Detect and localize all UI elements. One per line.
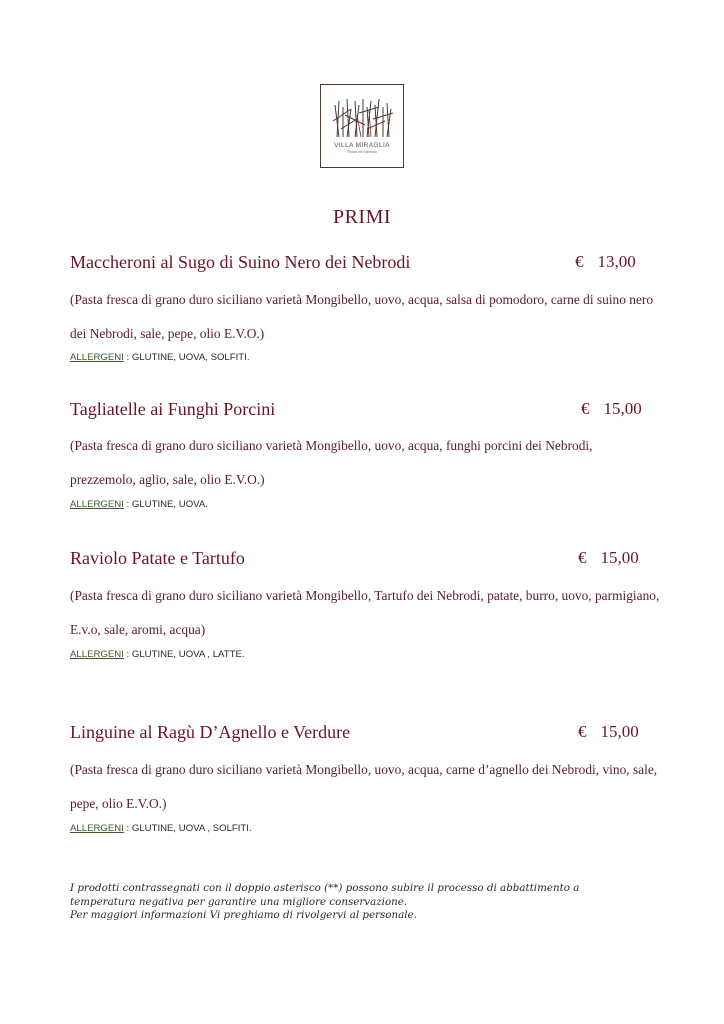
allergens-list: : GLUTINE, UOVA. [123, 499, 208, 510]
allergens-label: ALLERGENI [70, 352, 124, 363]
footnote-line: temperatura negativa per garantire una migliore conservazione. [70, 895, 408, 908]
dish-description: (Pasta fresca di grano duro siciliano varietà Mongibello, Tartufo dei Nebrodi, patate, burro, uovo, parmigiano, E.v.o, sale, aromi, acqua) [70, 588, 660, 637]
dish-price [578, 722, 639, 742]
allergens-label: ALLERGENI [70, 649, 124, 660]
dish-description: (Pasta fresca di grano duro siciliano varietà Mongibello, uovo, acqua, carne d’agnello dei Nebrodi, vino, sale, pepe, olio E.V.O.) [70, 762, 658, 811]
logo-subtitle: Relais nei Nebrodi [347, 150, 377, 154]
currency-symbol: € [581, 399, 590, 418]
dish-name: Maccheroni al Sugo di Suino Nero dei Nebrodi [70, 252, 411, 272]
dish-allergens [70, 649, 245, 660]
price-value: 15,00 [600, 548, 639, 567]
dish-allergens [70, 499, 208, 510]
footnote-line: I prodotti contrassegnati con il doppio asterisco (**) possono subire il processo di abbattimento a [70, 882, 580, 894]
dish-description: (Pasta fresca di grano duro siciliano varietà Mongibello, uovo, acqua, salsa di pomodoro, carne di suino nero dei Nebrodi, sale, pepe, olio E.V.O.) [70, 292, 654, 341]
price-value: 15,00 [603, 399, 642, 418]
allergens-list: : GLUTINE, UOVA , LATTE. [123, 649, 245, 660]
dish-price [578, 548, 639, 568]
currency-symbol: € [578, 722, 587, 741]
footnote [70, 882, 670, 923]
allergens-label: ALLERGENI [70, 499, 124, 510]
section-title: PRIMI [332, 206, 392, 228]
footnote-line: Per maggiori informazioni Vi preghiamo di rivolgervi al personale. [70, 909, 417, 921]
dish-name: Linguine al Ragù D’Agnello e Verdure [70, 722, 351, 742]
allergens-list: : GLUTINE, UOVA, SOLFITI. [123, 352, 250, 363]
villa-miraglia-logo [320, 84, 404, 168]
allergens-label: ALLERGENI [70, 823, 124, 834]
dish-allergens [70, 352, 250, 363]
currency-symbol: € [578, 548, 587, 567]
dish-name: Raviolo Patate e Tartufo [70, 548, 245, 568]
dish-description: (Pasta fresca di grano duro siciliano varietà Mongibello, uovo, acqua, funghi porcini dei Nebrodi, prezzemolo, aglio, sale, olio E.V.O.) [70, 438, 593, 487]
currency-symbol: € [575, 252, 584, 271]
price-value: 13,00 [597, 252, 636, 271]
dish-name: Tagliatelle ai Funghi Porcini [70, 399, 276, 419]
tree-trunks-icon [321, 85, 405, 169]
allergens-list: : GLUTINE, UOVA , SOLFITI. [123, 823, 252, 834]
dish-allergens [70, 823, 252, 834]
dish-price [575, 252, 636, 272]
logo-name: VILLA MIRAGLIA [334, 142, 390, 149]
price-value: 15,00 [600, 722, 639, 741]
dish-price [581, 399, 642, 419]
